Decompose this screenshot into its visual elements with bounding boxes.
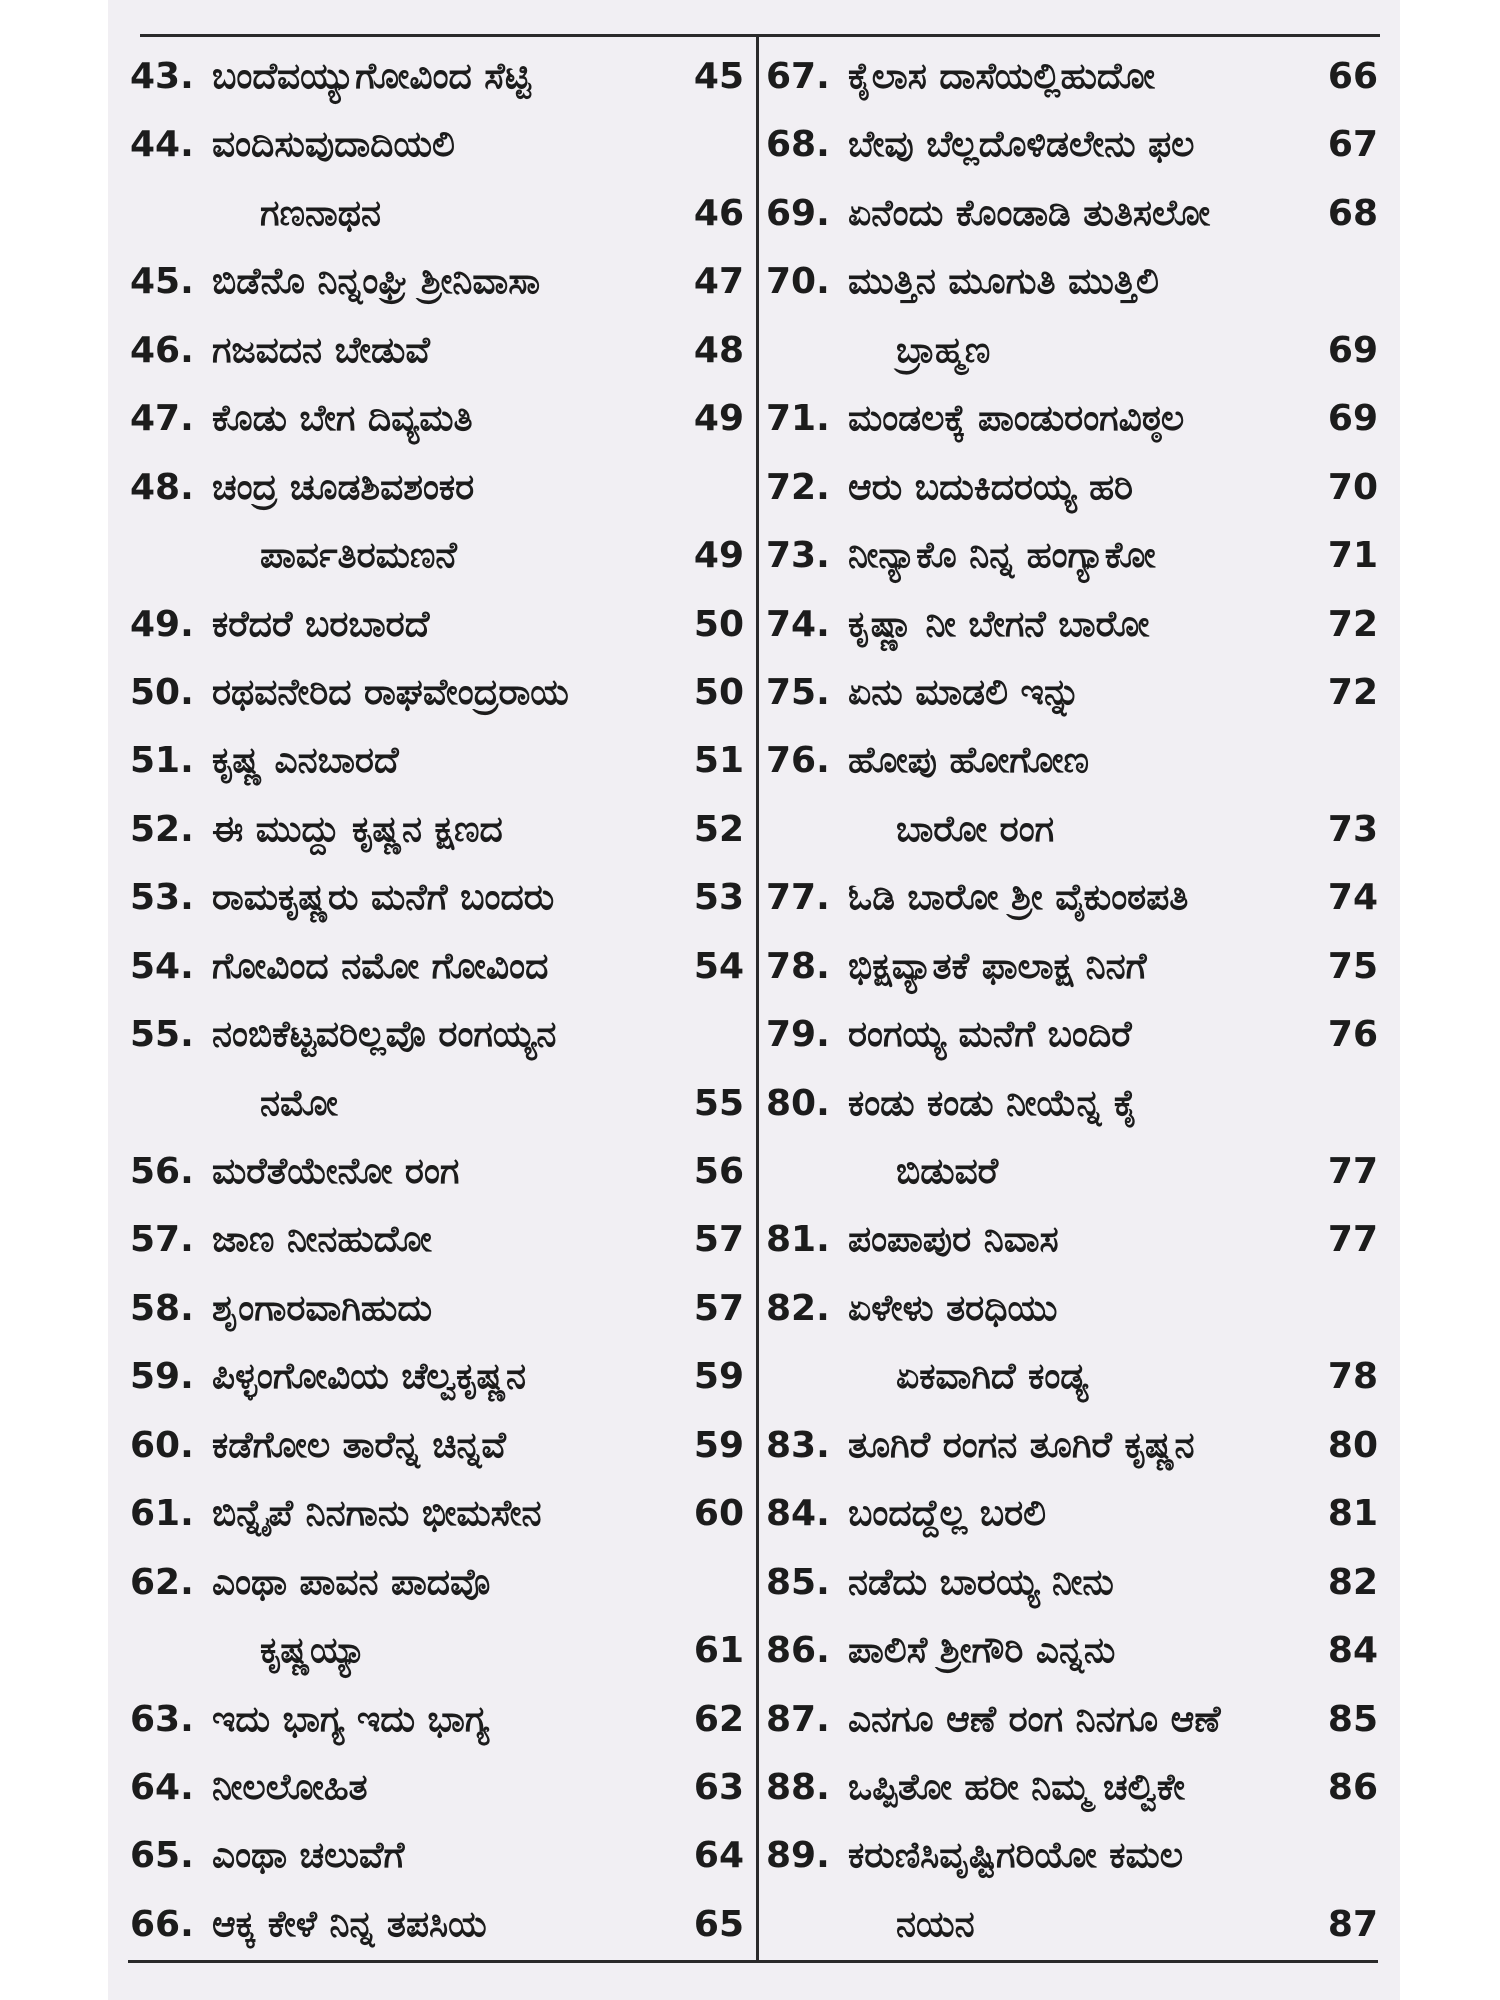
entry-title: ಎನಗೂ ಆಣೆ ರಂಗ ನಿನಗೂ ಆಣೆ (848, 1698, 1221, 1740)
entry-title: ನೀಲಲೋಹಿತ (212, 1766, 368, 1808)
entry-page-number: 80 (1327, 1424, 1378, 1466)
toc-entry (130, 728, 744, 794)
toc-entry (130, 318, 744, 384)
entry-number: 75. (766, 671, 830, 713)
entry-title: ಏನು ಮಾಡಲಿ ಇನ್ನು (848, 671, 1081, 713)
entry-title: ರಥವನೇರಿದ ರಾಘವೇಂದ್ರರಾಯ (212, 671, 569, 713)
toc-entry (766, 1481, 1378, 1547)
entry-page-number: 74 (1327, 877, 1378, 919)
entry-title: ಬಂದೆವಯ್ಯುಗೋವಿಂದ ಸೆಟ್ಟಿ (212, 56, 531, 97)
entry-title: ಎಂಥಾ ಪಾವನ ಪಾದವೊ (212, 1561, 491, 1603)
entry-number: 56. (130, 1151, 194, 1192)
entry-number: 80. (766, 1082, 830, 1124)
entry-title: ಕೊಡು ಬೇಗ ದಿವ್ಯಮತಿ (212, 398, 473, 440)
toc-entry (130, 249, 744, 315)
entry-number: 43. (130, 56, 194, 97)
entry-page-number: 51 (693, 740, 744, 782)
toc-entry (130, 112, 744, 178)
entry-title: ಪಿಳ್ಳಂಗೋವಿಯ ಚೆಲ್ವಕೃಷ್ಣನ (212, 1356, 527, 1398)
entry-title: ನಮೋ (260, 1082, 338, 1124)
toc-entry-continuation (766, 1344, 1378, 1410)
entry-title: ಪಂಪಾಪುರ ನಿವಾಸ (848, 1219, 1059, 1261)
toc-entry-continuation (766, 797, 1378, 863)
toc-entry (766, 660, 1378, 726)
entry-title: ಬಿನ್ನೈಪೆ ನಿನಗಾನು ಭೀಮಸೇನ (212, 1493, 542, 1535)
entry-title: ರಂಗಯ್ಯ ಮನೆಗೆ ಬಂದಿರೆ (848, 1014, 1132, 1056)
entry-number: 77. (766, 877, 830, 919)
entry-title: ಮರೆತೆಯೇನೋ ರಂಗ (212, 1151, 460, 1192)
entry-number: 76. (766, 740, 830, 782)
entry-number: 46. (130, 329, 194, 371)
entry-page-number: 50 (693, 603, 744, 645)
toc-entry (130, 1413, 744, 1479)
entry-title: ಬೇವು ಬೆಲ್ಲದೊಳಿಡಲೇನು ಫಲ (848, 124, 1195, 166)
toc-entry (130, 455, 744, 521)
entry-title: ಬಾರೋ ರಂಗ (896, 808, 1055, 850)
toc-entry (130, 1755, 744, 1821)
toc-entry-continuation (130, 1618, 744, 1684)
toc-entry-continuation (130, 181, 744, 247)
entry-page-number: 49 (693, 398, 744, 440)
contents-column-left (130, 44, 744, 1958)
toc-entry (130, 386, 744, 452)
entry-number: 83. (766, 1424, 830, 1466)
entry-title: ಕಡೆಗೋಲ ತಾರೆನ್ನ ಚಿನ್ನವೆ (212, 1424, 506, 1466)
entry-number: 61. (130, 1493, 194, 1535)
entry-number: 88. (766, 1766, 830, 1808)
entry-page-number: 71 (1327, 535, 1378, 577)
entry-number: 81. (766, 1219, 830, 1261)
entry-title: ಪಾರ್ವತಿರಮಣನೆ (260, 535, 457, 577)
entry-number: 54. (130, 945, 194, 987)
entry-page-number: 60 (693, 1493, 744, 1535)
entry-number: 51. (130, 740, 194, 782)
entry-number: 52. (130, 808, 194, 850)
entry-page-number: 78 (1327, 1356, 1378, 1398)
entry-page-number: 63 (693, 1766, 744, 1808)
toc-entry (130, 1823, 744, 1889)
entry-number: 78. (766, 945, 830, 987)
toc-entry (766, 865, 1378, 931)
entry-number: 66. (130, 1903, 194, 1945)
toc-entry (766, 1618, 1378, 1684)
entry-number: 69. (766, 192, 830, 234)
entry-number: 70. (766, 261, 830, 303)
entry-page-number: 70 (1327, 466, 1378, 508)
entry-page-number: 45 (693, 56, 744, 97)
entry-title: ಬ್ರಾಹ್ಮಣ (896, 329, 991, 371)
entry-number: 45. (130, 261, 194, 303)
toc-entry (766, 1207, 1378, 1273)
toc-entry (766, 934, 1378, 1000)
entry-number: 60. (130, 1424, 194, 1466)
toc-entry (130, 1550, 744, 1616)
entry-title: ಇದು ಭಾಗ್ಯ ಇದು ಭಾಗ್ಯ (212, 1698, 490, 1740)
entry-page-number: 59 (693, 1424, 744, 1466)
entry-page-number: 82 (1327, 1561, 1378, 1603)
toc-entry-continuation (766, 318, 1378, 384)
entry-title: ಗಜವದನ ಬೇಡುವೆ (212, 329, 430, 371)
toc-entry (130, 1344, 744, 1410)
toc-entry (766, 112, 1378, 178)
entry-page-number: 59 (693, 1356, 744, 1398)
entry-number: 65. (130, 1835, 194, 1877)
entry-page-number: 62 (693, 1698, 744, 1740)
entry-page-number: 57 (693, 1219, 744, 1261)
entry-number: 44. (130, 124, 194, 166)
entry-page-number: 53 (693, 877, 744, 919)
entry-page-number: 75 (1327, 945, 1378, 987)
toc-entry (130, 1892, 744, 1958)
entry-number: 63. (130, 1698, 194, 1740)
toc-entry (130, 1207, 744, 1273)
toc-entry (766, 1755, 1378, 1821)
toc-entry (766, 181, 1378, 247)
entry-number: 86. (766, 1630, 830, 1672)
entry-title: ಚಂದ್ರ ಚೂಡಶಿವಶಂಕರ (212, 466, 475, 508)
entry-title: ಕೃಷ್ಣ ಎನಬಾರದೆ (212, 740, 399, 782)
entry-title: ಬಿಡುವರೆ (896, 1151, 999, 1192)
entry-page-number: 81 (1327, 1493, 1378, 1535)
toc-entry (130, 865, 744, 931)
entry-page-number: 46 (693, 192, 744, 234)
entry-title: ಪಾಲಿಸೆ ಶ್ರೀಗೌರಿ ಎನ್ನನು (848, 1630, 1116, 1672)
entry-title: ಶೃಂಗಾರವಾಗಿಹುದು (212, 1287, 433, 1329)
toc-entry (130, 797, 744, 863)
entry-title: ಬಿಡೆನೊ ನಿನ್ನಂಘ್ರಿ ಶ್ರೀನಿವಾಸಾ (212, 261, 541, 303)
entry-title: ಕರೆದರೆ ಬರಬಾರದೆ (212, 603, 430, 645)
entry-page-number: 76 (1327, 1014, 1378, 1056)
entry-title: ಕಂಡು ಕಂಡು ನೀಯೆನ್ನ ಕೈ (848, 1082, 1138, 1124)
entry-page-number: 69 (1327, 398, 1378, 440)
entry-title: ಭಿಕ್ಷವ್ಯಾತಕೆ ಫಾಲಾಕ್ಷ ನಿನಗೆ (848, 945, 1147, 987)
toc-entry (766, 523, 1378, 589)
toc-entry (766, 592, 1378, 658)
entry-number: 47. (130, 398, 194, 440)
entry-number: 57. (130, 1219, 194, 1261)
toc-entry-continuation (130, 1071, 744, 1137)
entry-number: 64. (130, 1766, 194, 1808)
toc-entry (766, 249, 1378, 315)
toc-entry (130, 660, 744, 726)
entry-number: 67. (766, 56, 830, 97)
toc-entry (130, 1481, 744, 1547)
entry-page-number: 49 (693, 535, 744, 577)
entry-page-number: 86 (1327, 1766, 1378, 1808)
toc-entry (130, 1276, 744, 1342)
toc-entry-continuation (130, 523, 744, 589)
entry-number: 82. (766, 1287, 830, 1329)
entry-title: ನಯನ (896, 1903, 975, 1945)
entry-title: ಜಾಣ ನೀನಹುದೋ (212, 1219, 432, 1261)
bottom-rule (128, 1960, 1378, 1963)
entry-page-number: 61 (693, 1630, 744, 1672)
toc-entry-continuation (766, 1139, 1378, 1205)
entry-number: 55. (130, 1014, 194, 1056)
entry-page-number: 57 (693, 1287, 744, 1329)
entry-number: 74. (766, 603, 830, 645)
entry-title: ಏಕವಾಗಿದೆ ಕಂಡ್ಯ (896, 1356, 1089, 1398)
toc-entry (130, 592, 744, 658)
entry-number: 72. (766, 466, 830, 508)
toc-entry (130, 44, 744, 110)
contents-column-right (766, 44, 1378, 1958)
entry-page-number: 72 (1327, 603, 1378, 645)
entry-page-number: 47 (693, 261, 744, 303)
entry-page-number: 68 (1327, 192, 1378, 234)
entry-page-number: 50 (693, 671, 744, 713)
entry-number: 50. (130, 671, 194, 713)
entry-title: ನಡೆದು ಬಾರಯ್ಯ ನೀನು (848, 1561, 1114, 1603)
entry-title: ಎಂಥಾ ಚಲುವೆಗೆ (212, 1835, 405, 1877)
entry-title: ಮುತ್ತಿನ ಮೂಗುತಿ ಮುತ್ತಿಲಿ (848, 261, 1159, 303)
toc-entry (130, 1139, 744, 1205)
entry-number: 48. (130, 466, 194, 508)
entry-number: 62. (130, 1561, 194, 1603)
toc-entry (766, 728, 1378, 794)
toc-entry (130, 1687, 744, 1753)
entry-page-number: 65 (693, 1903, 744, 1945)
entry-page-number: 52 (693, 808, 744, 850)
entry-page-number: 84 (1327, 1630, 1378, 1672)
toc-entry (766, 1071, 1378, 1137)
entry-title: ಗಣನಾಥನ (260, 192, 381, 234)
toc-entry (130, 934, 744, 1000)
entry-title: ನೀನ್ಯಾಕೊ ನಿನ್ನ ಹಂಗ್ಯಾಕೋ (848, 535, 1156, 577)
entry-title: ತೂಗಿರೆ ರಂಗನ ತೂಗಿರೆ ಕೃಷ್ಣನ (848, 1424, 1195, 1466)
entry-page-number: 64 (693, 1835, 744, 1877)
entry-title: ಓಡಿ ಬಾರೋ ಶ್ರೀ ವೈಕುಂಠಪತಿ (848, 877, 1189, 919)
entry-number: 71. (766, 398, 830, 440)
entry-title: ಆರು ಬದುಕಿದರಯ್ಯ ಹರಿ (848, 466, 1134, 508)
toc-entry (766, 1823, 1378, 1889)
entry-page-number: 56 (693, 1151, 744, 1192)
entry-title: ಈ ಮುದ್ದು ಕೃಷ್ಣನ ಕ್ಷಣದ (212, 808, 503, 850)
toc-entry (766, 386, 1378, 452)
entry-title: ವಂದಿಸುವುದಾದಿಯಲಿ (212, 124, 455, 166)
entry-number: 68. (766, 124, 830, 166)
entry-page-number: 77 (1327, 1219, 1378, 1261)
entry-title: ರಾಮಕೃಷ್ಣರು ಮನೆಗೆ ಬಂದರು (212, 877, 555, 919)
entry-number: 84. (766, 1493, 830, 1535)
toc-entry (766, 455, 1378, 521)
entry-number: 87. (766, 1698, 830, 1740)
entry-page-number: 55 (693, 1082, 744, 1124)
entry-title: ಗೋವಿಂದ ನಮೋ ಗೋವಿಂದ (212, 945, 549, 987)
entry-number: 85. (766, 1561, 830, 1603)
toc-entry (766, 1687, 1378, 1753)
entry-title: ನಂಬಿಕೆಟ್ಟವರಿಲ್ಲವೊ ರಂಗಯ್ಯನ (212, 1014, 557, 1056)
entry-page-number: 69 (1327, 329, 1378, 371)
entry-title: ಒಪ್ಪಿತೋ ಹರೀ ನಿಮ್ಮ ಚಲ್ವಿಕೇ (848, 1766, 1185, 1808)
entry-page-number: 87 (1327, 1903, 1378, 1945)
entry-page-number: 77 (1327, 1151, 1378, 1192)
entry-title: ಬಂದದ್ದೆಲ್ಲ ಬರಲಿ (848, 1493, 1047, 1535)
entry-title: ಆಕ್ಕ ಕೇಳೆ ನಿನ್ನ ತಪಸಿಯ (212, 1903, 487, 1945)
entry-number: 59. (130, 1356, 194, 1398)
entry-number: 53. (130, 877, 194, 919)
entry-title: ಕರುಣಿಸಿವೃಷ್ಟಿಗರಿಯೋ ಕಮಲ (848, 1835, 1184, 1877)
entry-page-number: 73 (1327, 808, 1378, 850)
entry-title: ಮಂಡಲಕ್ಕೆ ಪಾಂಡುರಂಗವಿಠ್ಠಲ (848, 398, 1185, 440)
entry-title: ಏನೆಂದು ಕೊಂಡಾಡಿ ತುತಿಸಲೋ (848, 192, 1211, 234)
entry-title: ಕೃಷ್ಣಯ್ಯಾ (260, 1630, 367, 1672)
entry-page-number: 48 (693, 329, 744, 371)
entry-number: 58. (130, 1287, 194, 1329)
toc-entry (766, 1002, 1378, 1068)
toc-entry (766, 1550, 1378, 1616)
entry-number: 49. (130, 603, 194, 645)
toc-entry-continuation (766, 1892, 1378, 1958)
entry-title: ಕೃಷ್ಣಾ ನೀ ಬೇಗನೆ ಬಾರೋ (848, 603, 1150, 645)
entry-page-number: 72 (1327, 671, 1378, 713)
entry-page-number: 67 (1327, 124, 1378, 166)
entry-title: ಏಳೇಳು ತರಧಿಯು (848, 1287, 1058, 1329)
top-rule (140, 34, 1380, 37)
entry-title: ಕೈಲಾಸ ದಾಸೆಯಲ್ಲಿಹುದೋ (848, 56, 1155, 97)
column-divider (756, 36, 759, 1960)
entry-page-number: 85 (1327, 1698, 1378, 1740)
entry-page-number: 54 (693, 945, 744, 987)
entry-title: ಹೋಪು ಹೋಗೋಣ (848, 740, 1090, 782)
toc-entry (766, 1413, 1378, 1479)
toc-entry (766, 1276, 1378, 1342)
entry-page-number: 66 (1327, 56, 1378, 97)
toc-entry (130, 1002, 744, 1068)
entry-number: 73. (766, 535, 830, 577)
entry-number: 89. (766, 1835, 830, 1877)
entry-number: 79. (766, 1014, 830, 1056)
toc-entry (766, 44, 1378, 110)
